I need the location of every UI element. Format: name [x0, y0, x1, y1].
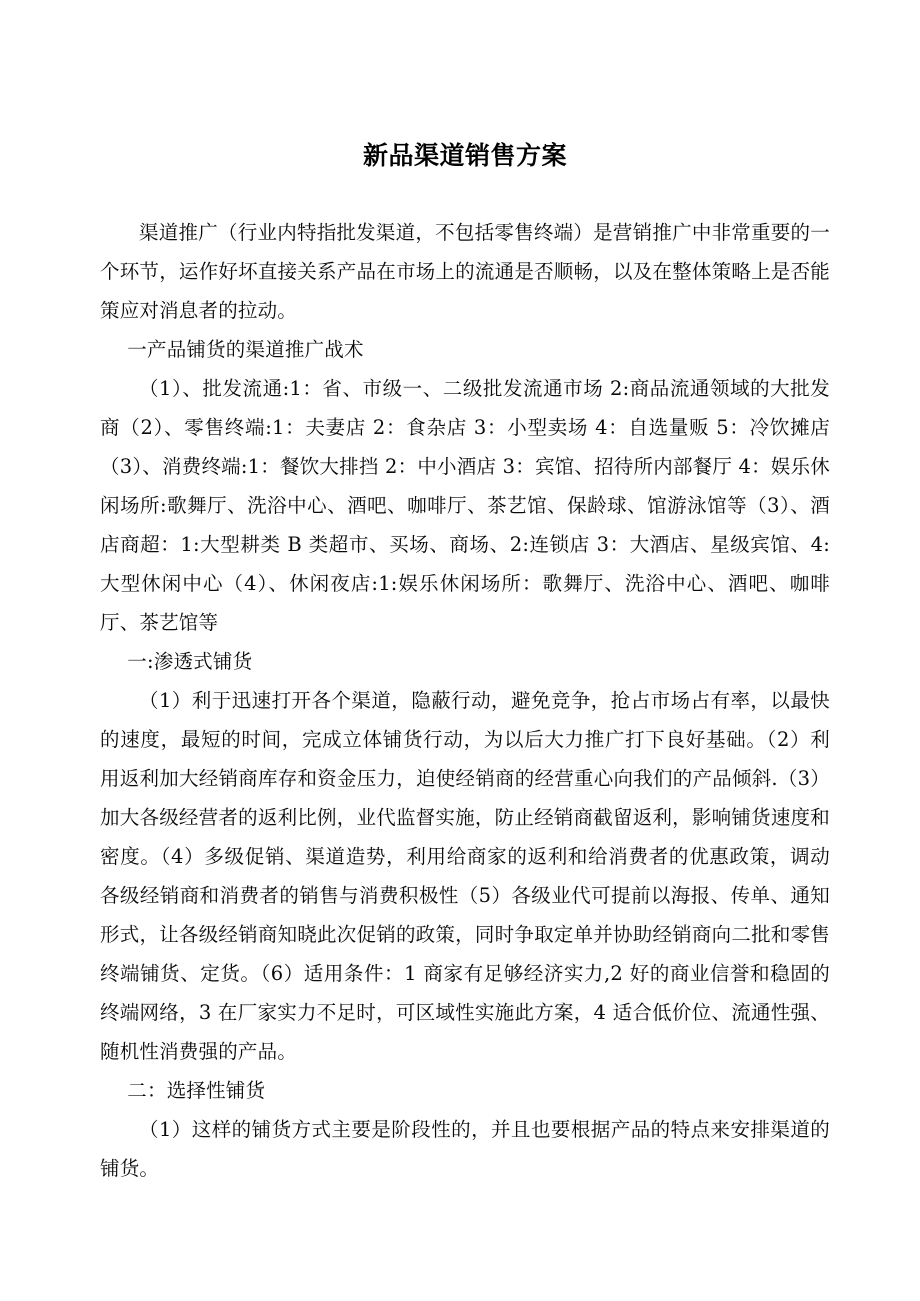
document-content — [100, 0, 830, 1188]
heading-subsection-two: 二：选择性铺货 — [127, 1078, 266, 1102]
paragraph-intro: 渠道推广（行业内特指批发渠道，不包括零售终端）是营销推广中非常重要的一个环节，运作好坏直接关系产品在市场上的流通是否顺畅，以及在整体策略上是否能策应对消息者的拉动。 — [100, 220, 830, 322]
heading-subsection-one: 一:渗透式铺货 — [127, 649, 253, 673]
paragraph-channel-list: （1）、批发流通:1：省、市级一、二级批发流通市场 2:商品流通领域的大批发商（2）、零售终端:1：夫妻店 2：食杂店 3：小型卖场 4：自选量贩 5：冷饮摊店（3）、消费终端:1：餐饮大排挡 2：中小酒店 3：宾馆、招待所内部餐厅 4：娱乐休闲场所:歌舞厅、洗浴中心、酒吧、咖啡厅、茶艺馆、保龄球、馆游泳馆等（3）、酒店商超：1:大型耕类 B 类超市、买场、商场、2:连锁店 3：大酒店、星级宾馆、4:大型休闲中心（4）、休闲夜店:1:娱乐休闲场所：歌舞厅、洗浴中心、酒吧、咖啡厅、茶艺馆等 — [100, 376, 830, 634]
title-spacer — [100, 173, 830, 213]
page-title: 新品渠道销售方案 — [362, 141, 567, 170]
heading-section-one: 一产品铺货的渠道推广战术 — [127, 337, 364, 361]
paragraph-subsection-one-body: （1）利于迅速打开各个渠道，隐蔽行动，避免竞争，抢占市场占有率，以最快的速度，最短的时间，完成立体铺货行动，为以后大力推广打下良好基础。（2）利用返利加大经销商库存和资金压力，迫使经销商的经营重心向我们的产品倾斜.（3）加大各级经营者的返利比例，业代监督实施，防止经销商截留返利，影响铺货速度和密度。（4）多级促销、渠道造势，利用给商家的返利和给消费者的优惠政策，调动各级经销商和消费者的销售与消费积极性（5）各级业代可提前以海报、传单、通知形式，让各级经销商知晓此次促销的政策，同时争取定单并协助经销商向二批和零售终端铺货、定货。（6）适用条件：1 商家有足够经济实力,2 好的商业信誉和稳固的终端网络，3 在厂家实力不足时，可区域性实施此方案，4 适合低价位、流通性强、随机性消费强的产品。 — [100, 688, 830, 1063]
paragraph-subsection-two-body: （1）这样的铺货方式主要是阶段性的，并且也要根据产品的特点来安排渠道的铺货。 — [100, 1117, 830, 1180]
